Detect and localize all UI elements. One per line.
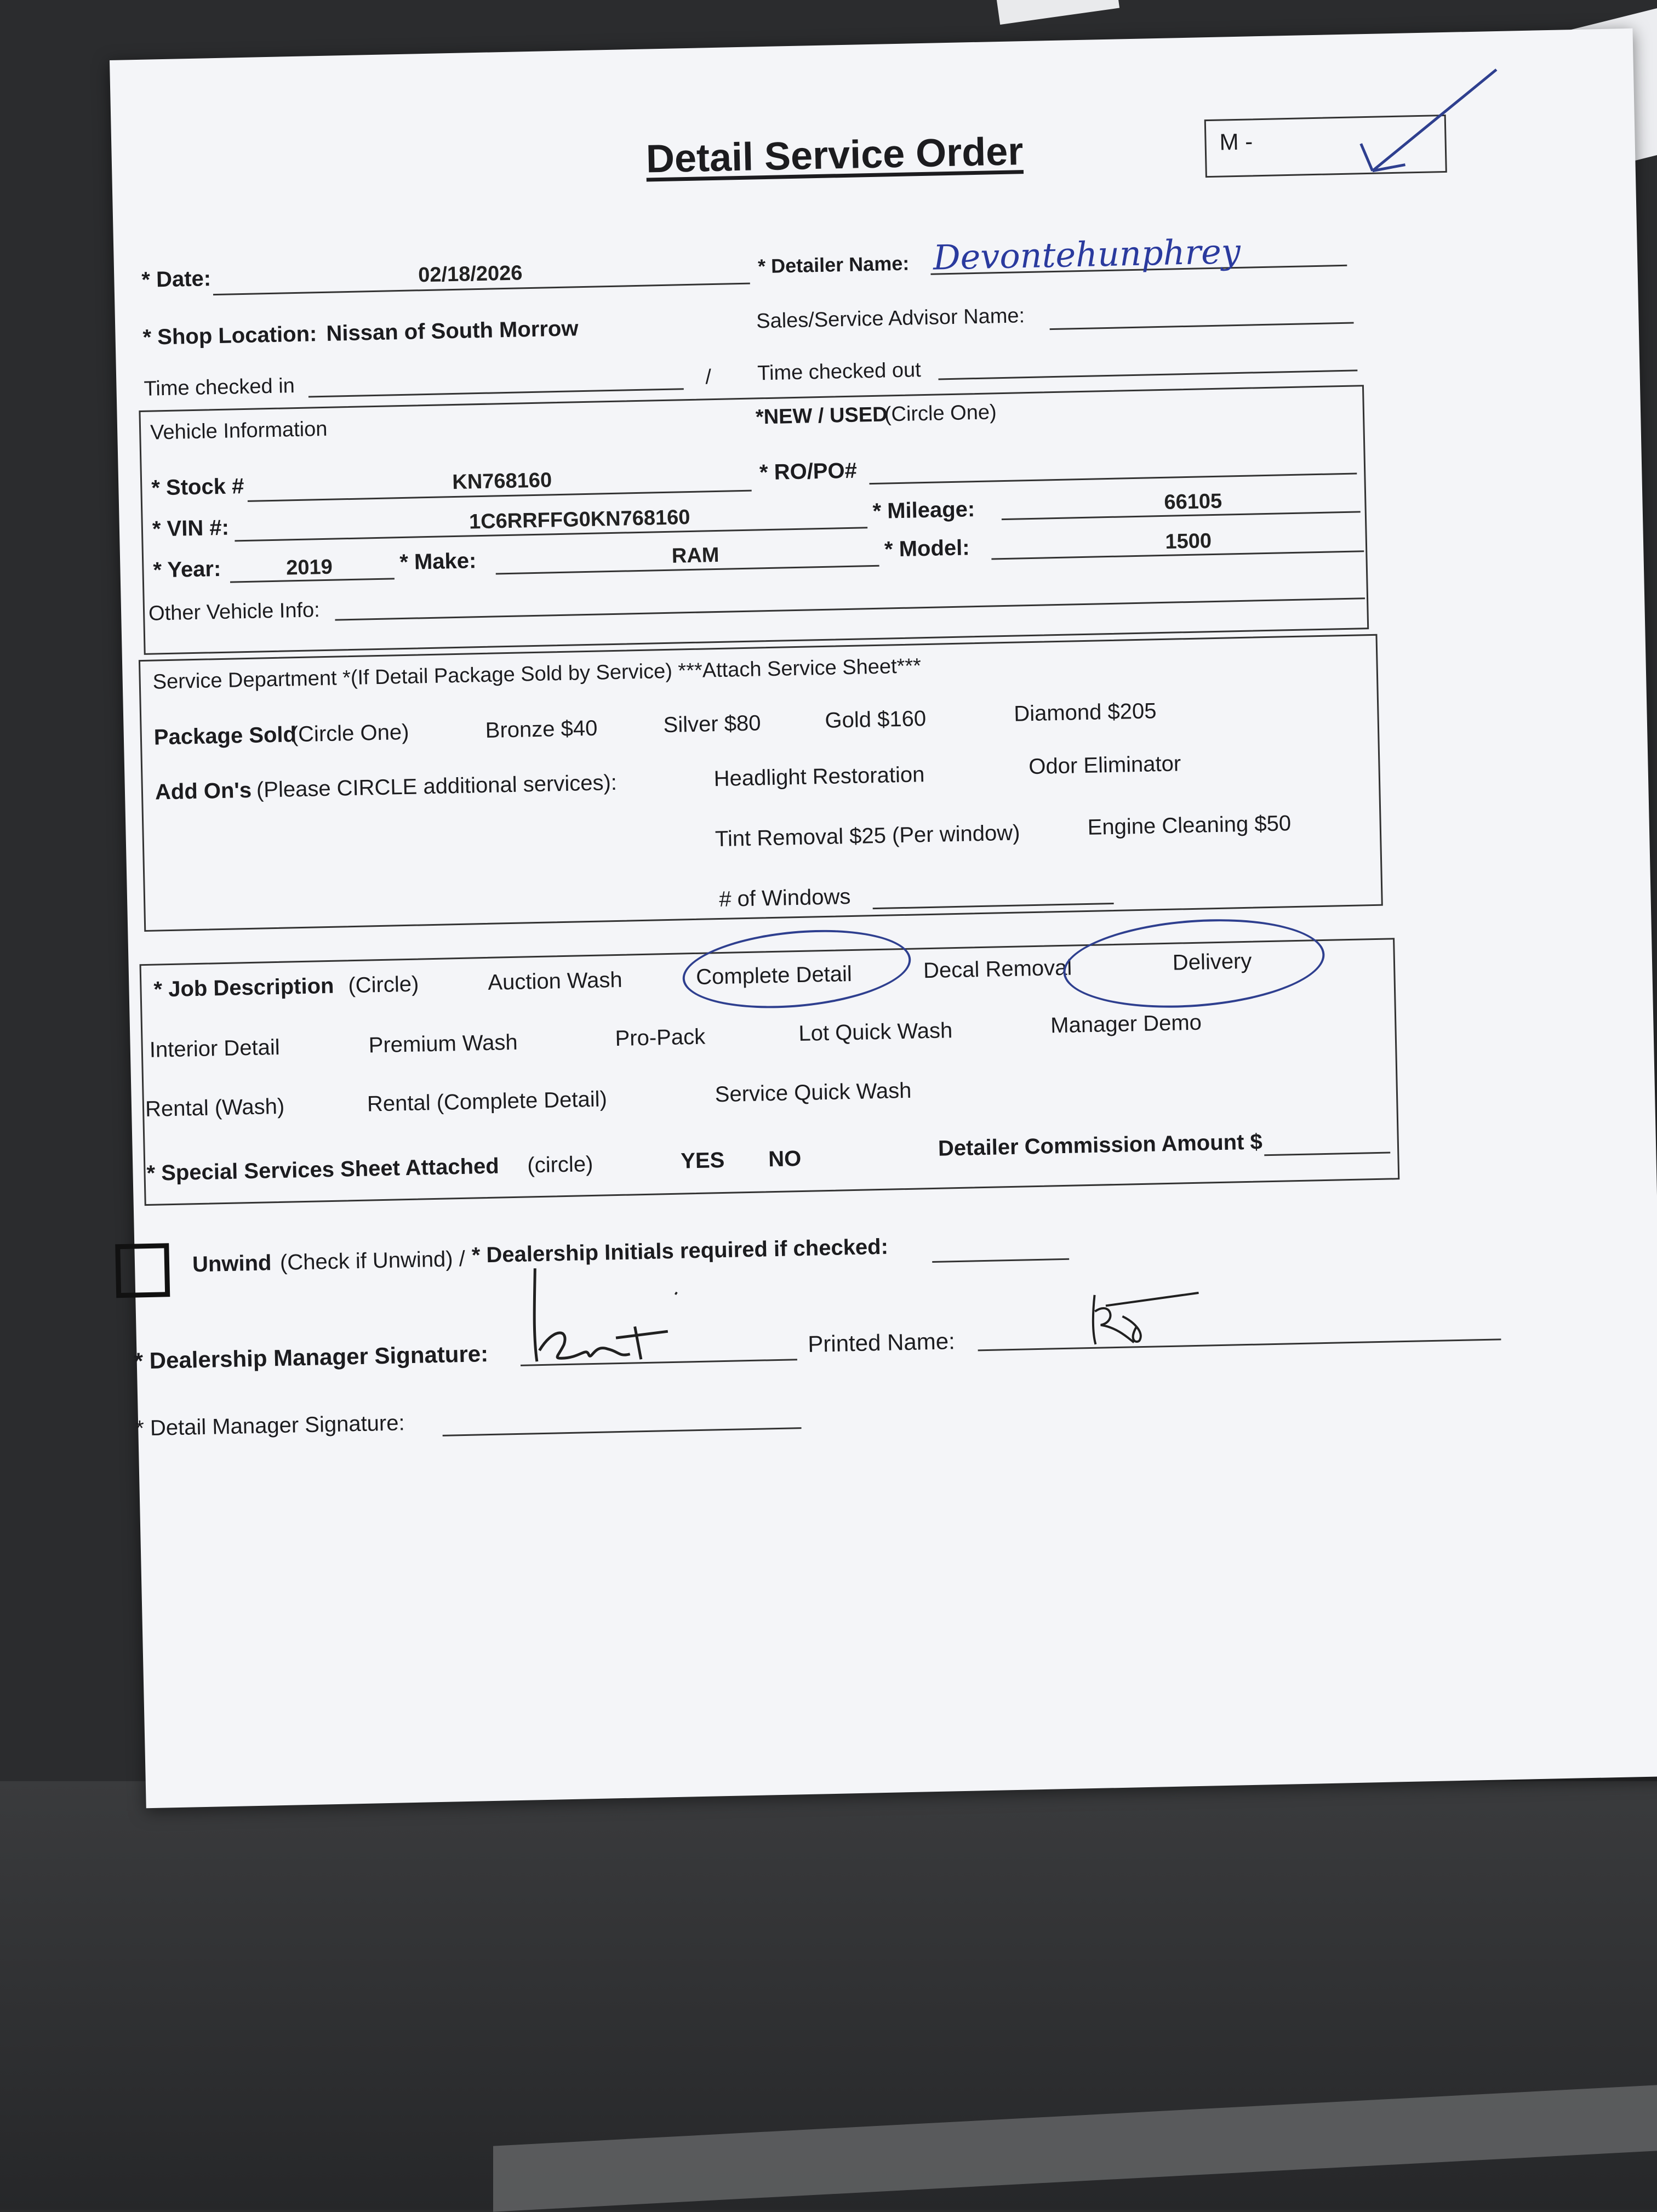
- special-services-yes[interactable]: YES: [680, 1148, 725, 1173]
- special-services-label: * Special Services Sheet Attached: [146, 1154, 500, 1186]
- windows-count-label: # of Windows: [718, 885, 851, 912]
- make-value[interactable]: RAM: [671, 543, 719, 568]
- advisor-name-line: [1050, 322, 1354, 330]
- special-services-no[interactable]: NO: [768, 1147, 802, 1172]
- dealership-initials-label: * Dealership Initials required if checked:: [471, 1234, 889, 1268]
- time-slash: /: [705, 366, 712, 389]
- new-used-note: (Circle One): [884, 401, 997, 426]
- addon-tint-removal[interactable]: Tint Removal $25 (Per window): [715, 820, 1020, 852]
- m-box-check-mark: [1327, 59, 1505, 194]
- new-used-label: *NEW / USED: [755, 403, 888, 429]
- form-title: Detail Service Order: [645, 129, 1024, 181]
- year-label: * Year:: [153, 556, 221, 583]
- job-auction-wash[interactable]: Auction Wash: [487, 967, 623, 995]
- addons-note: (Please CIRCLE additional services):: [256, 770, 618, 802]
- job-description-label: * Job Description: [153, 973, 334, 1002]
- stock-value[interactable]: KN768160: [452, 469, 552, 494]
- dealership-initials-line: [932, 1258, 1069, 1263]
- addons-label: Add On's: [155, 778, 252, 805]
- printed-name-line: [978, 1338, 1501, 1351]
- background-paper: [996, 0, 1119, 25]
- package-bronze[interactable]: Bronze $40: [485, 716, 598, 743]
- unwind-checkbox[interactable]: [115, 1243, 170, 1298]
- mileage-value[interactable]: 66105: [1164, 489, 1222, 514]
- package-sold-label: Package Sold: [153, 722, 297, 750]
- job-pro-pack[interactable]: Pro-Pack: [615, 1024, 706, 1051]
- job-rental-complete-detail[interactable]: Rental (Complete Detail): [367, 1087, 608, 1116]
- detail-manager-signature-line: [443, 1427, 802, 1436]
- package-gold[interactable]: Gold $160: [825, 706, 927, 733]
- stock-label: * Stock #: [151, 474, 244, 500]
- addon-headlight-restoration[interactable]: Headlight Restoration: [713, 762, 925, 791]
- job-lot-quick-wash[interactable]: Lot Quick Wash: [798, 1018, 953, 1046]
- time-out-label: Time checked out: [757, 358, 922, 385]
- package-silver[interactable]: Silver $80: [663, 711, 761, 738]
- time-in-line: [308, 388, 684, 397]
- job-delivery[interactable]: Delivery: [1172, 949, 1252, 975]
- package-diamond[interactable]: Diamond $205: [1013, 699, 1157, 726]
- job-complete-detail[interactable]: Complete Detail: [695, 961, 853, 989]
- model-value[interactable]: 1500: [1165, 529, 1212, 554]
- detailer-name-handwritten[interactable]: Devontehunphrey: [933, 231, 1241, 278]
- addon-engine-cleaning[interactable]: Engine Cleaning $50: [1087, 811, 1292, 840]
- shop-location-value[interactable]: Nissan of South Morrow: [326, 316, 579, 346]
- vin-label: * VIN #:: [152, 515, 230, 541]
- job-premium-wash[interactable]: Premium Wash: [368, 1030, 518, 1058]
- other-vehicle-info-label: Other Vehicle Info:: [148, 598, 321, 625]
- job-interior-detail[interactable]: Interior Detail: [149, 1035, 281, 1062]
- make-label: * Make:: [399, 549, 477, 575]
- detail-service-order-sheet: [110, 28, 1657, 1809]
- service-header: Service Department *(If Detail Package Sold by Service) ***Attach Service Sheet***: [152, 654, 922, 694]
- job-decal-removal[interactable]: Decal Removal: [923, 955, 1072, 983]
- unwind-label: Unwind: [192, 1251, 272, 1277]
- advisor-name-label: Sales/Service Advisor Name:: [756, 304, 1025, 333]
- job-description-note: (Circle): [347, 972, 419, 998]
- detail-manager-signature-label: * Detail Manager Signature:: [135, 1411, 405, 1441]
- ro-po-label: * RO/PO#: [759, 458, 858, 485]
- time-in-label: Time checked in: [144, 374, 295, 401]
- job-rental-wash[interactable]: Rental (Wash): [145, 1094, 285, 1122]
- model-label: * Model:: [884, 535, 970, 562]
- detailer-name-label: * Detailer Name:: [757, 252, 910, 278]
- vin-value[interactable]: 1C6RRFFG0KN768160: [468, 506, 690, 534]
- job-service-quick-wash[interactable]: Service Quick Wash: [715, 1078, 912, 1107]
- special-services-note: (circle): [527, 1151, 593, 1178]
- dealership-manager-signature: [518, 1242, 740, 1372]
- vehicle-info-label: Vehicle Information: [150, 417, 328, 444]
- commission-label: Detailer Commission Amount $: [938, 1130, 1263, 1161]
- unwind-note: (Check if Unwind) /: [279, 1246, 466, 1275]
- date-label: * Date:: [141, 266, 212, 292]
- printed-name-label: Printed Name:: [807, 1328, 956, 1357]
- dealership-manager-signature-label: * Dealership Manager Signature:: [134, 1341, 489, 1374]
- m-box-label: M -: [1219, 128, 1253, 155]
- shop-location-label: * Shop Location:: [142, 322, 317, 350]
- printed-name-initials: [1083, 1282, 1205, 1350]
- date-value[interactable]: 02/18/2026: [418, 261, 523, 287]
- package-sold-note: (Circle One): [290, 720, 409, 747]
- job-manager-demo[interactable]: Manager Demo: [1050, 1010, 1202, 1038]
- time-out-line: [938, 369, 1357, 380]
- mileage-label: * Mileage:: [872, 497, 975, 524]
- addon-odor-eliminator[interactable]: Odor Eliminator: [1028, 751, 1181, 779]
- year-value[interactable]: 2019: [285, 555, 333, 580]
